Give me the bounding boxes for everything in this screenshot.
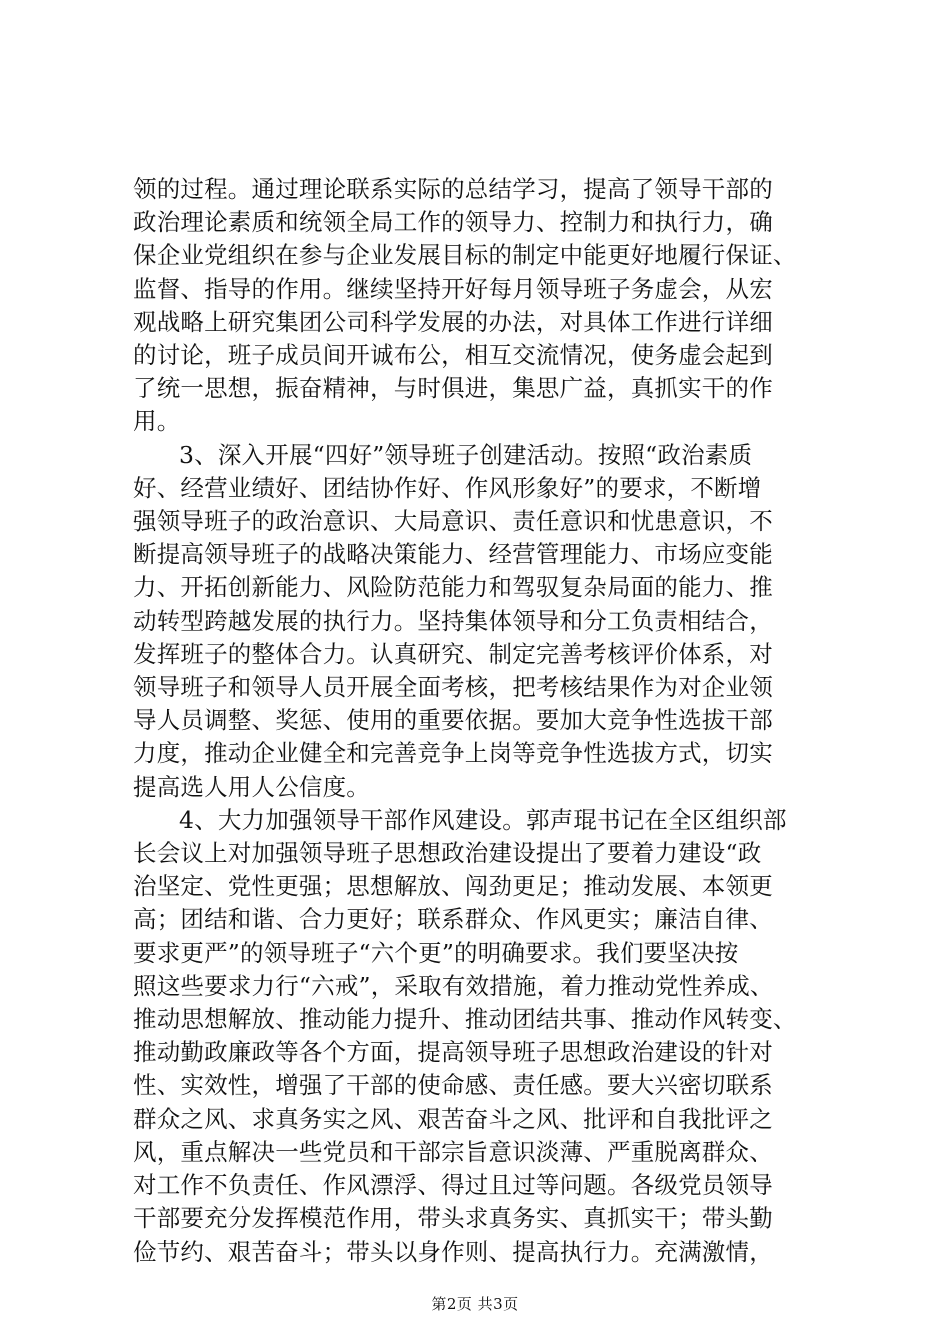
text-line: 观战略上研究集团公司科学发展的办法，对具体工作进行详细	[133, 307, 773, 336]
text-line: 强领导班子的政治意识、大局意识、责任意识和忧患意识，不	[133, 507, 773, 536]
text-line: 高；团结和谐、合力更好；联系群众、作风更实；廉洁自律、	[133, 905, 773, 934]
text-line: 4、大力加强领导干部作风建设。郭声琨书记在全区组织部	[179, 805, 787, 834]
text-line: 动转型跨越发展的执行力。坚持集体领导和分工负责相结合，	[133, 606, 773, 635]
text-line: 的讨论，班子成员间开诚布公，相互交流情况，使务虚会起到	[133, 341, 773, 370]
text-line: 发挥班子的整体合力。认真研究、制定完善考核评价体系，对	[133, 639, 773, 668]
text-line: 力、开拓创新能力、风险防范能力和驾驭复杂局面的能力、推	[133, 573, 773, 602]
text-line: 对工作不负责任、作风漂浮、得过且过等问题。各级党员领导	[133, 1171, 773, 1200]
text-line: 群众之风、求真务实之风、艰苦奋斗之风、批评和自我批评之	[133, 1104, 773, 1133]
text-line: 3、深入开展“四好”领导班子创建活动。按照“政治素质	[179, 440, 753, 469]
text-line: 好、经营业绩好、团结协作好、作风形象好”的要求，不断增	[133, 473, 762, 502]
text-line: 干部要充分发挥模范作用，带头求真务实、真抓实干；带头勤	[133, 1204, 773, 1233]
text-line: 风，重点解决一些党员和干部宗旨意识淡薄、严重脱离群众、	[133, 1137, 773, 1166]
text-line: 断提高领导班子的战略决策能力、经营管理能力、市场应变能	[133, 540, 773, 569]
text-line: 领的过程。通过理论联系实际的总结学习，提高了领导干部的	[133, 175, 773, 203]
text-line: 监督、指导的作用。继续坚持开好每月领导班子务虚会，从宏	[133, 274, 773, 303]
text-line: 用。	[133, 407, 181, 436]
text-line: 领导班子和领导人员开展全面考核，把考核结果作为对企业领	[133, 673, 773, 702]
text-line: 了统一思想，振奋精神，与时俱进，集思广益，真抓实干的作	[133, 374, 773, 403]
text-line: 要求更严”的领导班子“六个更”的明确要求。我们要坚决按	[133, 938, 739, 967]
text-line: 治坚定、党性更强；思想解放、闯劲更足；推动发展、本领更	[133, 872, 773, 901]
text-line: 政治理论素质和统领全局工作的领导力、控制力和执行力，确	[133, 208, 773, 237]
document-body	[133, 173, 823, 1269]
text-line: 推动勤政廉政等各个方面，提高领导班子思想政治建设的针对	[133, 1038, 773, 1067]
paragraph-1	[133, 173, 823, 439]
page-number-footer: 第2页 共3页	[431, 1295, 519, 1313]
paragraph-2	[133, 439, 823, 804]
text-line: 导人员调整、奖惩、使用的重要依据。要加大竞争性选拔干部	[133, 706, 773, 735]
text-line: 保企业党组织在参与企业发展目标的制定中能更好地履行保证、	[133, 241, 797, 270]
text-line: 长会议上对加强领导班子思想政治建设提出了要着力建设“政	[133, 839, 762, 868]
text-line: 推动思想解放、推动能力提升、推动团结共事、推动作风转变、	[133, 1005, 797, 1034]
text-line: 性、实效性，增强了干部的使命感、责任感。要大兴密切联系	[133, 1071, 773, 1100]
paragraph-3	[133, 804, 823, 1269]
text-line: 提高选人用人公信度。	[133, 772, 370, 801]
text-line: 照这些要求力行“六戒”，采取有效措施，着力推动党性养成、	[133, 971, 774, 1000]
text-line: 俭节约、艰苦奋斗；带头以身作则、提高执行力。充满激情，	[133, 1237, 773, 1266]
text-line: 力度，推动企业健全和完善竞争上岗等竞争性选拔方式，切实	[133, 739, 773, 768]
